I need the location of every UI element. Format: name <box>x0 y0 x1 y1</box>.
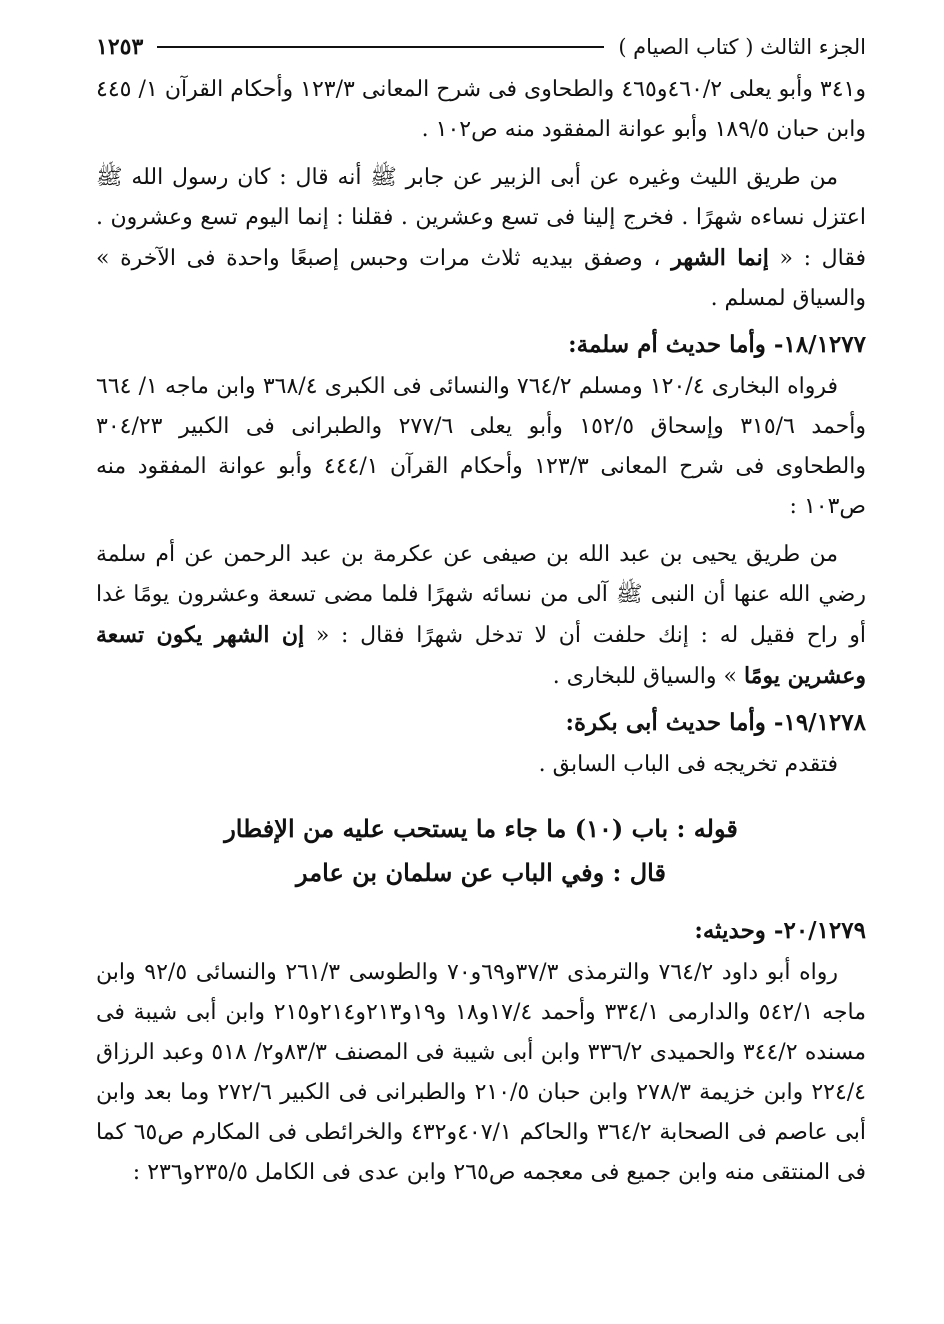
chapter-subtitle: قال : وفي الباب عن سلمان بن عامر <box>296 858 666 887</box>
hadith-umm-salama-text-end: » والسياق للبخارى . <box>552 664 744 689</box>
hadith-umm-salama-quote: إن الشهر يكون تسعة وعشرين يومًا <box>96 622 866 689</box>
running-title: الجزء الثالث ( كتاب الصيام ) <box>618 35 866 59</box>
paragraph-citations-umm-salama: فرواه البخارى ١٢٠/٤ ومسلم ٧٦٤/٢ والنسائى فى الكبرى ٣٦٨/٤ وابن ماجه ١/ ٦٦٤ وأحمد ٣١٥/٦ وإسحاق ١٥٢/٥ وأبو يعلى ٢٧٧/٦ والطبرانى فى الكبير ٣٠٤/٢٣ والطحاوى فى شرح المعانى ١٢٣/٣ وأحكام القرآن ٤٤٤/١ وأبو عوانة المفقود منه ص١٠٣ : <box>96 374 866 519</box>
paragraph-hadith-umm-salama <box>96 535 866 697</box>
page-number: ١٢٥٣ <box>96 34 144 60</box>
paragraph-hadith-jabir <box>96 158 866 319</box>
header-rule <box>157 46 604 48</box>
hadith-umm-salama-text: من طريق يحيى بن عبد الله بن صيفى عن عكرمة بن عبد الرحمن عن أم سلمة رضي الله عنها أن النبى ﷺ آلى من نسائه شهرًا فلما مضى تسعة وعشرون يومًا غدا أو راح فقيل له : إنك حلفت أن لا تدخل شهرًا فقال : « <box>96 542 866 648</box>
paragraph-citations-salman: رواه أبو داود ٧٦٤/٢ والترمذى ٣٧/٣و٦٩و٧٠ والطوسى ٢٦١/٣ والنسائى ٩٢/٥ وابن ماجه ٥٤٢/١ والدارمى ٣٣٤/١ وأحمد ١٧/٤و١٨ و١٩و٢١٣و٢١٤و٢١٥ وابن أبى شيبة فى مسنده ٣٤٤/٢ والحميدى ٣٣٦/٢ وابن أبى شيبة فى المصنف ٨٣/٣و٢/ ٥١٨ وعبد الرزاق ٢٢٤/٤ وابن خزيمة ٢٧٨/٣ وابن حبان ٢١٠/٥ والطبرانى فى الكبير ٢٧٢/٦ وما بعد وابن أبى عاصم فى الصحابة ٣٦٤/٢ والحاكم ٤٠٧/١و٤٣٢ والخرائطى فى المكارم ص٦٥ كما فى المنتقى منه وابن جميع فى معجمه ص٢٦٥ وابن عدى فى الكامل ٢٣٥/٥و٢٣٦ : <box>96 960 867 1185</box>
hadith-jabir-text: من طريق الليث وغيره عن أبى الزبير عن جابر ﷺ أنه قال : كان رسول الله ﷺ اعتزل نساءه شهرًا . فخرج إلينا فى تسع وعشرين . فقلنا : إنما اليوم تسع وعشرون . فقال : « <box>96 165 867 271</box>
entry-heading-abi-bakra: ١٩/١٢٧٨- وأما حديث أبى بكرة: <box>565 709 866 736</box>
entry-heading-umm-salama: ١٨/١٢٧٧- وأما حديث أم سلمة: <box>568 331 866 358</box>
hadith-jabir-text-end: ، وصفق بيديه ثلاث مرات وحبس إصبعًا واحدة فى الآخرة » والسياق لمسلم . <box>96 246 866 311</box>
entry-heading-salman: ٢٠/١٢٧٩- وحديثه: <box>694 917 866 944</box>
chapter-title: قوله : باب (١٠) ما جاء ما يستحب عليه من الإفطار <box>224 814 738 843</box>
paragraph-citations-1: و٣٤١ وأبو يعلى ٤٦٠/٢و٤٦٥ والطحاوى فى شرح المعانى ١٢٣/٣ وأحكام القرآن ١/ ٤٤٥ وابن حبان ١٨٩/٥ وأبو عوانة المفقود منه ص١٠٢ . <box>96 77 866 142</box>
hadith-jabir-quote: إنما الشهر <box>671 245 769 271</box>
running-header <box>96 30 866 64</box>
paragraph-abi-bakra: فتقدم تخريجه فى الباب السابق . <box>538 752 838 777</box>
